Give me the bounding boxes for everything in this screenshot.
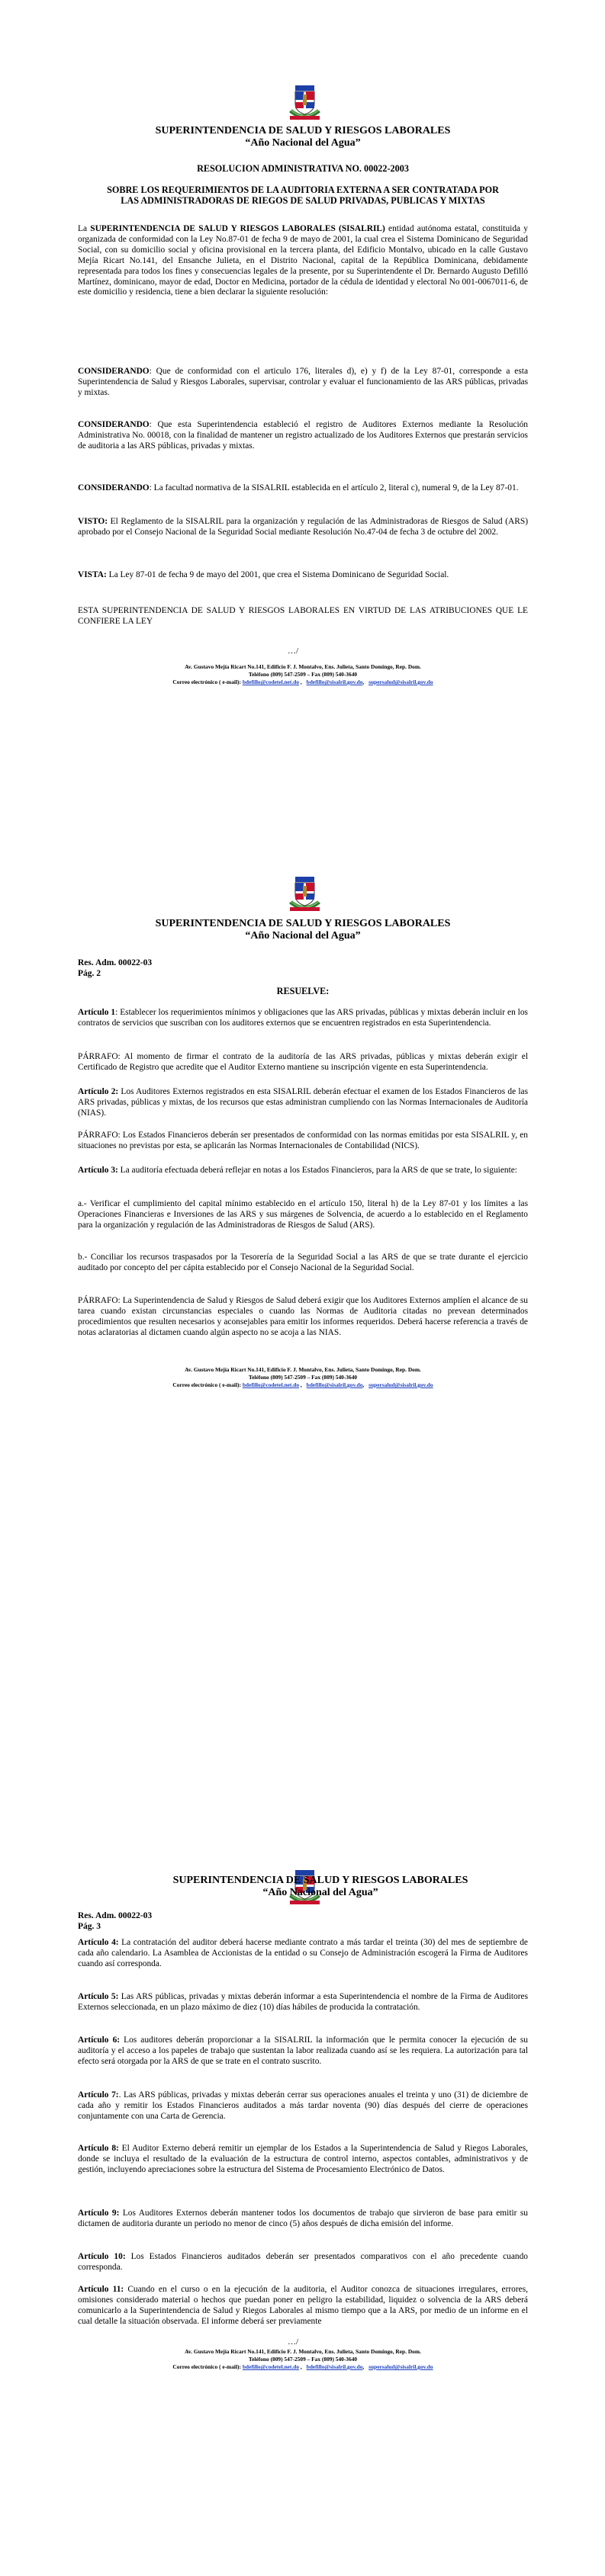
article-8: Artículo 8: El Auditor Externo deberá remitir un ejemplar de los Estados a la Superintendencia de Salud y Riegos Laborales, donde se incluya el resultado de la evaluación de la estructura de control interno, aspectos contables, administrativos y de gestión, incluyendo apreciaciones sobre la estructura del Sistema de Procesamiento Electrónico de Datos.	[78, 2144, 528, 2174]
coat-of-arms-icon	[284, 872, 326, 915]
footer-address: Av. Gustavo Mejía Ricart No.141, Edificio F. J. Montalvo, Ens. Julieta, Santo Domingo, Rep. Dom.	[185, 663, 421, 670]
article-1: Artículo 1: Establecer los requerimientos mínimos y obligaciones que las ARS privadas, públicas y mixtas deberán incluir en los contratos de servicios que suscriban con los auditores externos que se encuentren registrados en esta Superintendencia.	[78, 1008, 528, 1028]
article-11: Artículo 11: Cuando en el curso o en la ejecución de la auditoria, el Auditor conozca de situaciones irregulares, errores, omisiones considerado material o hechos que puedan poner en peligro la estabilidad, liquidez o solvencia de la ARS deberá comunicarlo a la Superintendencia de Salud y Riegos Laborales al mismo tiempo que a la ARS, por medio de un informe en el cual detalle la situación observada. El informe deberá ser previamente	[78, 2285, 528, 2326]
page-number: Pág. 3	[78, 1922, 101, 1931]
page-footer: Av. Gustavo Mejía Ricart No.141, Edificio F. J. Montalvo, Ens. Julieta, Santo Domingo, Rep. Dom. Teléfono (809) 547-2509 – Fax (809) 540-3640 Correo electrónico ( e-mail): bdefillo@codetel.net.do , bdefillo@sisalril.gov.do, supersalud@sisalril.gov.do	[78, 2348, 528, 2371]
email-link[interactable]: supersalud@sisalril.gov.do	[368, 2363, 433, 2370]
org-name: SUPERINTENDENCIA DE SALUD Y RIESGOS LABORALES	[155, 125, 451, 136]
org-name: SUPERINTENDENCIA DE SALUD Y RIESGOS LABORALES	[155, 918, 451, 929]
page-number: Pág. 2	[78, 969, 101, 978]
virtue-statement: ESTA SUPERINTENDENCIA DE SALUD Y RIESGOS LABORALES EN VIRTUD DE LAS ATRIBUCIONES QUE LE CONFIERE LA LEY	[78, 606, 528, 626]
continues-marker: …/	[288, 2337, 299, 2347]
coat-of-arms-icon	[284, 81, 326, 124]
org-header	[78, 918, 528, 942]
resolution-ref: Res. Adm. 00022-03	[78, 958, 153, 967]
email-link[interactable]: supersalud@sisalril.gov.do	[368, 678, 433, 685]
footer-email-label: Correo electrónico ( e-mail):	[172, 2363, 241, 2370]
article-1-paragraph: PÁRRAFO: Al momento de firmar el contrato de la auditoría de las ARS privadas, públicas y mixtas deberán exigir el Certificado de Registro que acredite que el Auditor Externo mantiene su inscripción vigente en esta Superintendencia.	[78, 1052, 528, 1072]
article-7: Artículo 7:. Las ARS públicas, privadas y mixtas deberán cerrar sus operaciones anuales el treinta y uno (31) de diciembre de cada año y remitir los Estados Financieros auditados a más tardar noventa (90) días después del cierre de operaciones conjuntamente con una Carta de Gerencia.	[78, 2090, 528, 2121]
article-3-paragraph: PÁRRAFO: La Superintendencia de Salud y Riesgos de Salud deberá exigir que los Auditores Externos amplíen el alcance de su tarea cuando existan circunstancias especiales o cuando las Normas de Auditoria citadas no prevean determinados procedimientos que resulten necesarios y aconsejables para emitir los informes requeridos. Deberá hacerse referencia a través de notas aclaratorias al dictamen cuando algún aspecto no se acoja a las NIAS.	[78, 1296, 528, 1337]
email-link[interactable]: bdefillo@codetel.net.do	[242, 678, 300, 685]
section-title: RESUELVE:	[276, 986, 330, 996]
email-link[interactable]: bdefillo@codetel.net.do	[242, 1381, 300, 1388]
resolution-ref: Res. Adm. 00022-03	[78, 1911, 153, 1920]
article-2: Artículo 2: Los Auditores Externos registrados en esta SISALRIL deberán efectuar el examen de los Estados Financieros de las ARS privadas, públicas y mixtas, de los recursos que estas administran cumpliendo con las Normas Internacionales de Auditoría (NIAS).	[78, 1087, 528, 1118]
continues-marker: …/	[288, 646, 299, 656]
considerando-3: CONSIDERANDO: La facultad normativa de la SISALRIL establecida en el artículo 2, literal c), numeral 9, de la Ley 87-01.	[78, 483, 519, 492]
footer-address: Av. Gustavo Mejía Ricart No.141, Edificio F. J. Montalvo, Ens. Julieta, Santo Domingo, Rep. Dom.	[185, 1366, 421, 1373]
resolution-subject: SOBRE LOS REQUERIMIENTOS DE LA AUDITORIA EXTERNA A SER CONTRATADA POR LAS ADMINISTRADORAS DE RIEGOS DE SALUD PRIVADAS, PUBLICAS Y MIXTAS	[107, 184, 499, 206]
article-6: Artículo 6: Los auditores deberán proporcionar a la SISALRIL la información que le permita conocer la ejecución de su auditoría y el acceso a los papeles de trabajo que sustentan la labor realizada cuando así se les requiera. La autorización para tal efecto será otorgada por la ARS de que se trate en el contrato suscrito.	[78, 2035, 528, 2066]
page-3	[0, 1717, 605, 2575]
intro-paragraph: La SUPERINTENDENCIA DE SALUD Y RIESGOS LABORALES (SISALRIL) entidad autónoma estatal, constituida y organizada de conformidad con la Ley No.87-01 de fecha 9 de mayo de 2001, la cual crea el Sistema Dominicano de Seguridad Social, con su domicilio social y oficina provisional en la tercera planta, del Edificio Montalvo, ubicado en la calle Gustavo Mejía Ricart No.141, del Ensanche Julieta, en el Distrito Nacional, capital de la República Dominicana, debidamente representada para todos los fines y consecuencias legales de la presente, por su Superintendente el Dr. Bernardo Augusto Defilló Martínez, dominicano, mayor de edad, Doctor en Medicina, portador de la cédula de identidad y electoral No 001-0067011-6, de este domicilio y residencia, tiene a bien declarar la siguiente resolución:	[78, 224, 528, 297]
article-2-paragraph: PÁRRAFO: Los Estados Financieros deberán ser presentados de conformidad con las normas emitidas por esta SISALRIL y, en situaciones no previstas por esta, se aplicarán las Normas Internacionales de Contabilidad (NICS).	[78, 1131, 528, 1150]
org-motto: “Año Nacional del Agua”	[262, 1887, 378, 1898]
email-link[interactable]: bdefillo@codetel.net.do	[242, 2363, 300, 2370]
visto-1: VISTO: El Reglamento de la SISALRIL para la organización y regulación de las Administradoras de Riesgos de Salud (ARS) aprobado por el Consejo Nacional de la Seguridad Social mediante Resolución No.47-04 de fecha 3 de octubre del 2002.	[78, 517, 528, 537]
visto-2: VISTA: La Ley 87-01 de fecha 9 de mayo del 2001, que crea el Sistema Dominicano de Seguridad Social.	[78, 570, 449, 579]
article-3-item-b: b.- Conciliar los recursos traspasados por la Tesorería de la Seguridad Social a las ARS de que se trate durante el ejercicio auditado por concepto del per cápita establecido por el Consejo Nacional de la Seguridad Social.	[78, 1253, 528, 1272]
considerando-1: CONSIDERANDO: Que de conformidad con el articulo 176, literales d), e) y f) de la Ley 87-01, corresponde a esta Superintendencia de Salud y Riesgos Laborales, supervisar, controlar y evaluar el funcionamiento de las ARS públicas, privadas y mixtas.	[78, 367, 528, 397]
footer-phone: Teléfono (809) 547-2509 – Fax (809) 540-3640	[248, 1374, 358, 1381]
article-10: Artículo 10: Los Estados Financieros auditados deberán ser presentados comparativos con el año precedente cuando corresponda.	[78, 2252, 528, 2272]
email-link[interactable]: bdefillo@sisalril.gov.do	[306, 1381, 363, 1388]
org-header	[114, 1875, 526, 1899]
footer-email-label: Correo electrónico ( e-mail):	[172, 1381, 241, 1388]
considerando-2: CONSIDERANDO: Que esta Superintendencia estableció el registro de Auditores Externos mediante la Resolución Administrativa No. 00018, con la finalidad de mantener un registro actualizado de los Auditores Externos que prestarán servicios de auditoria a las ARS públicas, privadas y mixtas.	[78, 420, 528, 451]
email-link[interactable]: supersalud@sisalril.gov.do	[368, 1381, 433, 1388]
resolution-number: RESOLUCION ADMINISTRATIVA NO. 00022-2003	[197, 163, 409, 174]
page-reference	[78, 958, 152, 979]
article-5: Artículo 5: Las ARS públicas, privadas y mixtas deberán informar a esta Superintendencia el nombre de la Firma de Auditores Externos seleccionada, en un plazo máximo de diez (10) días hábiles de producida la contratación.	[78, 1992, 529, 2012]
page-2	[0, 858, 605, 1717]
footer-email-label: Correo electrónico ( e-mail):	[172, 678, 241, 685]
email-link[interactable]: bdefillo@sisalril.gov.do	[306, 678, 363, 685]
article-4: Artículo 4: La contratación del auditor deberá hacerse mediante contrato a más tardar el treinta (30) del mes de septiembre de cada año calendario. La Asamblea de Accionistas de la entidad o su Consejo de Administración escogerá la Firma de Auditores cuando así corresponda.	[78, 1938, 528, 1968]
email-link[interactable]: bdefillo@sisalril.gov.do	[306, 2363, 363, 2370]
page-1	[0, 0, 605, 858]
org-motto: “Año Nacional del Agua”	[245, 137, 361, 149]
org-motto: “Año Nacional del Agua”	[245, 930, 361, 942]
article-3-item-a: a.- Verificar el cumplimiento del capital mínimo establecido en el artículo 150, literal h) de la Ley 87-01 y los límites a las Operaciones Financieras e Inversiones de las ARS y sus márgenes de Solvencia, de acuerdo a lo establecido en el Reglamento para la organización y regulación de las Administradoras de Riesgos de Salud (ARS).	[78, 1199, 528, 1230]
article-3: Artículo 3: La auditoría efectuada deberá reflejar en notas a los Estados Financieros, para la ARS de que se trate, lo siguiente:	[78, 1166, 517, 1175]
article-9: Artículo 9: Los Auditores Externos deberán mantener todos los documentos de trabajo que sirvieron de base para emitir su dictamen de auditoria durante un periodo no menor de cinco (5) años después de dicha emisión del informe.	[78, 2209, 528, 2228]
footer-phone: Teléfono (809) 547-2509 – Fax (809) 540-3640	[248, 671, 358, 678]
org-header	[78, 125, 528, 149]
page-footer: Av. Gustavo Mejía Ricart No.141, Edificio F. J. Montalvo, Ens. Julieta, Santo Domingo, Rep. Dom. Teléfono (809) 547-2509 – Fax (809) 540-3640 Correo electrónico ( e-mail): bdefillo@codetel.net.do , bdefillo@sisalril.gov.do, supersalud@sisalril.gov.do	[78, 1366, 528, 1389]
footer-phone: Teléfono (809) 547-2509 – Fax (809) 540-3640	[248, 2356, 358, 2363]
org-name: SUPERINTENDENCIA DE SALUD Y RIESGOS LABORALES	[172, 1875, 468, 1886]
page-footer: Av. Gustavo Mejía Ricart No.141, Edificio F. J. Montalvo, Ens. Julieta, Santo Domingo, Rep. Dom. Teléfono (809) 547-2509 – Fax (809) 540-3640 Correo electrónico ( e-mail): bdefillo@codetel.net.do , bdefillo@sisalril.gov.do, supersalud@sisalril.gov.do	[78, 663, 528, 686]
page-reference	[78, 1910, 152, 1932]
footer-address: Av. Gustavo Mejía Ricart No.141, Edificio F. J. Montalvo, Ens. Julieta, Santo Domingo, Rep. Dom.	[185, 2348, 421, 2355]
